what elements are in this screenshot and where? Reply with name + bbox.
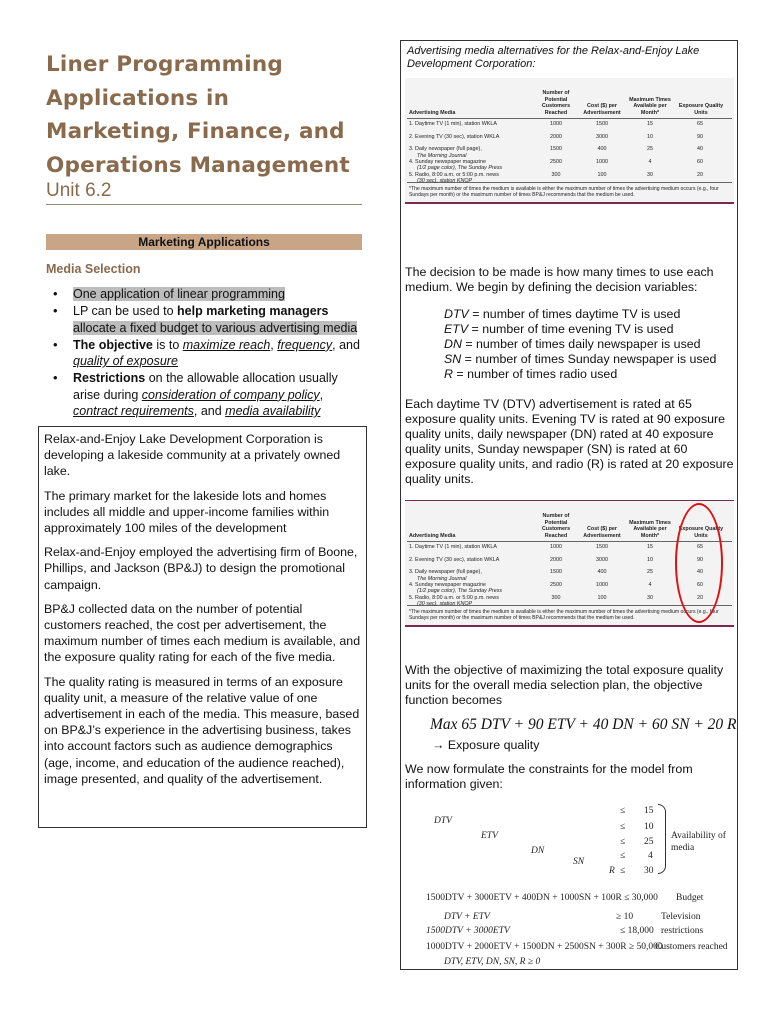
table-caption: Advertising media alternatives for the Relax-and-Enjoy Lake Development Corporation: bbox=[407, 45, 700, 70]
title-line: Liner Programming bbox=[46, 52, 283, 77]
media-subname: (1/2 page color), The Sunday Press bbox=[417, 588, 503, 595]
quality-cell: 40 bbox=[697, 569, 703, 576]
budget-label: Budget bbox=[676, 893, 704, 903]
bullet-bold: The objective bbox=[73, 337, 153, 352]
bullet-underline: contract requirements bbox=[73, 404, 194, 419]
table-row bbox=[405, 119, 734, 132]
title-line: Applications in bbox=[46, 85, 230, 111]
reach-cell: 1500 bbox=[550, 569, 562, 576]
media-subname: The Morning Journal bbox=[417, 575, 467, 582]
variable-symbol: DTV bbox=[444, 307, 469, 321]
quality-cell: 90 bbox=[697, 133, 703, 140]
cost-cell: 100 bbox=[597, 171, 607, 178]
media-name: 3. Daily newspaper (full page), bbox=[409, 569, 482, 576]
media-subname: The Morning Journal bbox=[417, 152, 467, 159]
header-cell: Number of Potential Customers Reached bbox=[541, 513, 571, 539]
quality-cell: 65 bbox=[697, 544, 703, 550]
constraint-variable bbox=[434, 816, 452, 826]
cost-cell: 1000 bbox=[596, 159, 608, 166]
cost-cell: 1500 bbox=[596, 121, 608, 127]
variable-line bbox=[444, 367, 716, 382]
header-cell: Cost ($) per Advertisement bbox=[583, 526, 621, 539]
header-cell: Exposure Quality Units bbox=[678, 526, 724, 539]
quality-cell: 40 bbox=[697, 146, 703, 153]
variable-desc: = number of times daily newspaper is used bbox=[461, 337, 701, 351]
header-cell: Advertising Media bbox=[409, 109, 456, 116]
media-table bbox=[405, 78, 734, 204]
bullet-item bbox=[50, 370, 368, 419]
bullet-underline: media availability bbox=[225, 404, 321, 419]
tv-constraint-1-rhs: ≥ 10 bbox=[616, 912, 634, 922]
variable-line bbox=[444, 322, 716, 337]
max-cell: 10 bbox=[647, 556, 653, 563]
media-cell bbox=[409, 134, 499, 140]
media-cell bbox=[409, 544, 497, 550]
media-name: 4. Sunday newspaper magazine bbox=[409, 159, 487, 166]
bullet-underline: consideration of company policy bbox=[141, 387, 320, 402]
section-heading: Media Selection bbox=[46, 262, 141, 276]
title-line: Operations Management bbox=[46, 152, 350, 178]
quality-cell: 20 bbox=[697, 594, 703, 601]
reach-cell: 2500 bbox=[550, 159, 562, 166]
story-paragraph: The primary market for the lakeside lots and homes includes all middle and upper-income families within approximately 100 miles of the development bbox=[44, 488, 330, 536]
constraint-variable bbox=[573, 857, 584, 867]
reach-cell: 300 bbox=[551, 594, 561, 601]
constraint-op: ≤ bbox=[620, 851, 626, 861]
max-cell: 25 bbox=[647, 146, 653, 153]
max-cell: 15 bbox=[647, 544, 653, 550]
reach-cell: 300 bbox=[551, 171, 561, 178]
constraints-paragraph: We now formulate the constraints for the model from information given: bbox=[405, 762, 693, 791]
constraint-op: ≤ bbox=[620, 866, 626, 876]
media-name: 1. Daytime TV (1 min), station WKLA bbox=[409, 544, 497, 550]
variable-line bbox=[444, 352, 716, 367]
table-footnote: *The maximum number of times the medium is available is either the maximum number of times the advertising medium occurs (e.g., four Sundays per month) or the maximum number of times BP&J recommends that the medium be used. bbox=[409, 186, 719, 199]
max-cell: 30 bbox=[647, 171, 653, 178]
quality-cell: 20 bbox=[697, 171, 703, 178]
objective-function: Max 65 DTV + 90 ETV + 40 DN + 60 SN + 20 R bbox=[430, 716, 737, 733]
variable-desc: = number of times Sunday newspaper is used bbox=[461, 352, 717, 366]
variable-symbol: ETV bbox=[444, 322, 469, 336]
media-cell bbox=[409, 121, 497, 127]
decision-variables bbox=[444, 307, 716, 382]
table-footnote: *The maximum number of times the medium is available is either the maximum number of times the advertising medium occurs (e.g., four Sundays per month) or the maximum number of times BP&J recommends that the medium be used. bbox=[409, 609, 719, 622]
reach-cell: 1500 bbox=[550, 146, 562, 153]
quality-paragraph: Each daytime TV (DTV) advertisement is rated at 65 exposure quality units. Evening TV is rated at 90 exposure quality units, daily newspaper (DN) rated at 40 exposure quality units, Sunday newspaper (SN) is rated at 60 exposure quality units, and radio (R) is rated at 20 exposure quality units. bbox=[405, 397, 734, 486]
table-header bbox=[405, 78, 734, 118]
constraint-rhs: 25 bbox=[644, 837, 654, 847]
media-subname: (30 sec), station KNOP bbox=[417, 601, 473, 608]
variable-symbol: DN bbox=[444, 337, 462, 351]
cost-cell: 3000 bbox=[596, 556, 608, 563]
tv-constraint-2 bbox=[426, 926, 510, 936]
constraint-variable bbox=[481, 831, 498, 841]
max-cell: 10 bbox=[647, 133, 653, 140]
header-cell: Cost ($) per Advertisement bbox=[583, 103, 621, 116]
max-cell: 15 bbox=[647, 121, 653, 127]
bullet-text: on the allowable allocation usually arise during bbox=[73, 371, 338, 402]
media-name: 2. Evening TV (30 sec), station WKLA bbox=[409, 556, 500, 563]
bullet-text: is to bbox=[152, 337, 183, 352]
media-subname: (30 sec), station KNOP bbox=[417, 178, 473, 185]
bullet-underline: maximize reach bbox=[182, 337, 271, 352]
media-name: 1. Daytime TV (1 min), station WKLA bbox=[409, 121, 497, 127]
media-name: 2. Evening TV (30 sec), station WKLA bbox=[409, 133, 500, 140]
media-name: 5. Radio, 8:00 a.m. or 5:00 p.m. news bbox=[409, 171, 499, 178]
media-cell bbox=[409, 595, 499, 608]
media-cell bbox=[409, 557, 499, 563]
table-row bbox=[405, 157, 734, 170]
reach-cell: 2500 bbox=[550, 582, 562, 589]
bullet-text: , bbox=[319, 387, 324, 402]
max-cell: 4 bbox=[648, 159, 652, 166]
cost-cell: 400 bbox=[597, 569, 607, 576]
header-cell: Maximum Times Available per Month* bbox=[629, 96, 671, 116]
tv-label: Television bbox=[661, 912, 701, 922]
bullet-bold: Restrictions bbox=[73, 371, 146, 386]
variable-line bbox=[444, 337, 716, 352]
bullet-item bbox=[50, 303, 368, 336]
constraint-op: ≤ bbox=[620, 806, 626, 816]
max-cell: 30 bbox=[647, 594, 653, 601]
tv-constraint-2-rhs: ≤ 18,000 bbox=[620, 926, 654, 936]
constraint-rhs: 15 bbox=[644, 806, 654, 816]
unit-label: Unit 6.2 bbox=[46, 180, 112, 201]
header-cell: Advertising Media bbox=[409, 532, 456, 539]
bullet-text: LP can be used to bbox=[73, 304, 178, 319]
media-subname: (1/2 page color), The Sunday Press bbox=[417, 165, 503, 172]
table-row bbox=[405, 170, 734, 183]
constraint-expr: DTV, ETV, DN, SN, R ≥ 0 bbox=[444, 957, 541, 967]
reach-cell: 1000 bbox=[550, 121, 562, 127]
constraint-op: ≤ bbox=[620, 837, 626, 847]
constraint-rhs: 4 bbox=[648, 851, 653, 861]
story-paragraph: BP&J collected data on the number of potential customers reached, the cost per advertisement, the maximum number of times each medium is available, and the exposure quality rating for each of the five media. bbox=[44, 601, 361, 665]
tv-constraint-1 bbox=[444, 912, 490, 922]
constraint-op: ≤ bbox=[620, 822, 626, 832]
bullet-underline: frequency bbox=[277, 337, 333, 352]
story-paragraph: The quality rating is measured in terms of an exposure quality unit, a measure of the relative value of one advertisement in each of the media. This measure, based on BP&J’s experience in the advertising business, takes into account factors such as audience demographics (age, income, and education of the audience reached), image presented, and quality of the advertisement. bbox=[44, 674, 360, 786]
bullet-highlight: allocate a fixed budget to various advertising media bbox=[73, 320, 358, 335]
constraint-rhs: 30 bbox=[644, 866, 654, 876]
budget-constraint: 1500DTV + 3000ETV + 400DN + 1000SN + 100R ≤ 30,000 bbox=[426, 893, 658, 903]
constraint-expr: 1500DTV + 3000ETV bbox=[426, 926, 510, 936]
bullet-text: One application of linear programming bbox=[73, 287, 285, 301]
cost-cell: 100 bbox=[597, 594, 607, 601]
case-description-box bbox=[38, 426, 367, 828]
constraint-expr: DTV + ETV bbox=[444, 912, 490, 922]
bullet-list bbox=[50, 286, 368, 420]
var-label: ETV bbox=[481, 831, 498, 841]
var-label: DN bbox=[531, 846, 545, 856]
quality-cell: 65 bbox=[697, 121, 703, 127]
objective-arrow-label: → Exposure quality bbox=[432, 738, 540, 752]
availability-label: Availability of media bbox=[671, 831, 726, 853]
max-cell: 25 bbox=[647, 569, 653, 576]
quality-column-highlight-circle bbox=[675, 503, 723, 623]
var-label: DTV bbox=[434, 816, 452, 826]
cost-cell: 1500 bbox=[596, 544, 608, 550]
bullet-text: , and bbox=[193, 404, 226, 419]
header-cell: Number of Potential Customers Reached bbox=[541, 90, 571, 116]
variable-desc: = number of times daytime TV is used bbox=[468, 307, 681, 321]
customers-constraint: 1000DTV + 2000ETV + 1500DN + 2500SN + 300R ≥ 50,000 bbox=[426, 942, 663, 952]
nonnegativity-constraint bbox=[444, 957, 540, 967]
bullet-text: , bbox=[270, 337, 278, 352]
cost-cell: 1000 bbox=[596, 582, 608, 589]
constraint-variable bbox=[609, 866, 615, 876]
header-cell: Exposure Quality Units bbox=[678, 103, 724, 116]
media-name: 3. Daily newspaper (full page), bbox=[409, 146, 482, 153]
variable-line bbox=[444, 307, 716, 322]
bullet-text: , and bbox=[332, 337, 360, 352]
quality-cell: 60 bbox=[697, 159, 703, 166]
media-name: 5. Radio, 8:00 a.m. or 5:00 p.m. news bbox=[409, 594, 499, 601]
cost-cell: 400 bbox=[597, 146, 607, 153]
reach-cell: 1000 bbox=[550, 544, 562, 550]
quality-cell: 60 bbox=[697, 582, 703, 589]
media-cell bbox=[409, 172, 499, 185]
tv-label: restrictions bbox=[661, 926, 704, 936]
customers-label: Customers reached bbox=[655, 942, 728, 952]
bullet-bold: help marketing managers bbox=[177, 304, 329, 319]
constraint-rhs: 10 bbox=[644, 822, 654, 832]
availability-brace bbox=[658, 804, 666, 874]
variable-desc: = number of times radio used bbox=[452, 367, 618, 381]
table-row bbox=[405, 132, 734, 145]
story-paragraph: Relax-and-Enjoy employed the advertising firm of Boone, Phillips, and Jackson (BP&J) to design the promotional campaign. bbox=[44, 545, 358, 592]
objective-paragraph: With the objective of maximizing the total exposure quality units for the overall media selection plan, the objective function becomes bbox=[405, 663, 724, 707]
max-cell: 4 bbox=[648, 582, 652, 589]
reach-cell: 2000 bbox=[550, 133, 562, 140]
bullet-underline: quality of exposure bbox=[73, 354, 178, 369]
page-title bbox=[46, 48, 366, 182]
variable-symbol: R bbox=[444, 367, 453, 381]
quality-cell: 90 bbox=[697, 556, 703, 563]
bullet-item bbox=[50, 286, 368, 302]
table-row bbox=[405, 144, 734, 157]
title-line: Marketing, Finance, and bbox=[46, 119, 345, 144]
var-label: R bbox=[609, 866, 615, 876]
bullet-item bbox=[50, 337, 368, 370]
variable-symbol: SN bbox=[444, 352, 462, 366]
media-name: 4. Sunday newspaper magazine bbox=[409, 582, 487, 589]
cost-cell: 3000 bbox=[596, 133, 608, 140]
constraint-variable bbox=[531, 846, 544, 856]
header-cell: Maximum Times Available per Month* bbox=[629, 519, 671, 539]
section-bar: Marketing Applications bbox=[46, 234, 362, 250]
decision-paragraph: The decision to be made is how many times to use each medium. We begin by defining the decision variables: bbox=[405, 265, 714, 294]
title-divider bbox=[46, 204, 362, 205]
variable-desc: = number of time evening TV is used bbox=[468, 322, 674, 336]
story-paragraph: Relax-and-Enjoy Lake Development Corporation is developing a lakeside community at a privately owned lake. bbox=[44, 432, 341, 479]
reach-cell: 2000 bbox=[550, 556, 562, 563]
var-label: SN bbox=[573, 857, 585, 867]
